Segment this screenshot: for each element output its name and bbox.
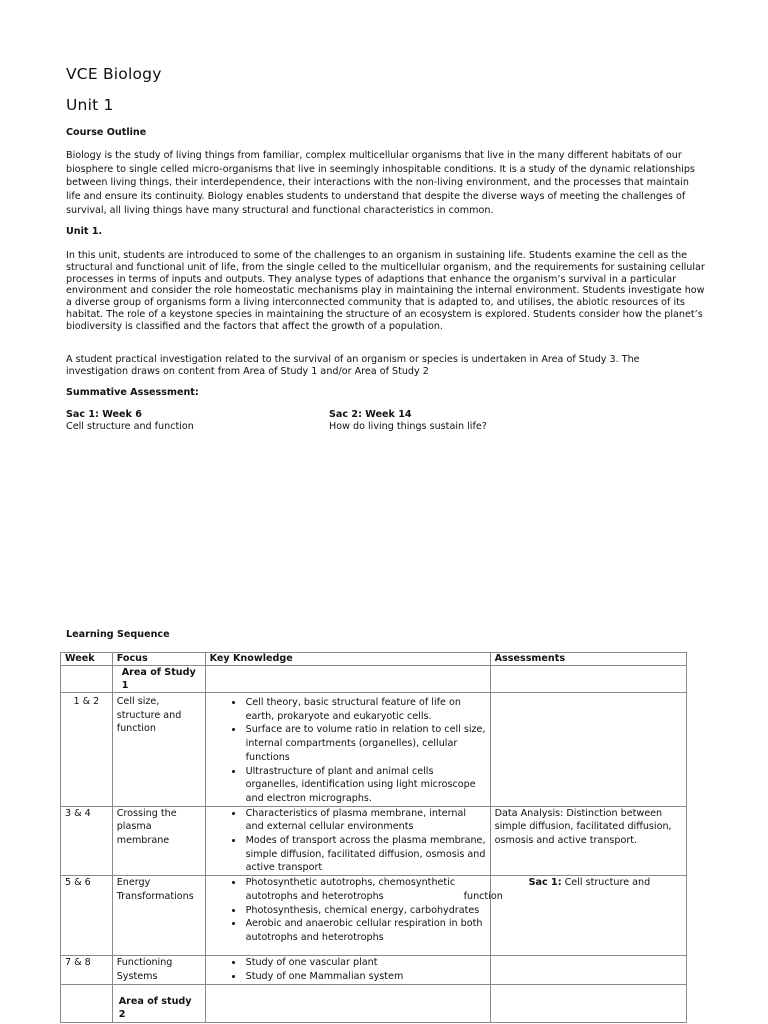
week-cell: 5 & 6 [61,876,113,956]
assessment-cell [490,956,686,984]
unit1-text: In this unit, students are introduced to some of the challenges to an organism in sustaining life. Students examine the cell as the structural and functional unit of life, from the single celled to the multicellular organism, and the requirements for sustaining cellular processes in terms of inputs and outputs. They analyse types of adaptions that enhance the organism’s survival in a particular environment and consider the role homeostatic mechanisms play in maintaining the internal environment. Students investigate how a diverse group of organisms form a living interconnected community that is adapted to, and utilises, the abiotic resources of its habitat. The role of a keystone species in maintaining the structure of an ecosystem is explored. Students consider how the planet’s biodiversity is classified and the factors that affect the growth of a population. [66,250,705,332]
list-item: • Cell theory, basic structural feature of life on earth, prokaryote and eukaryotic cells. [244,696,486,723]
list-item: • Aerobic and anaerobic cellular respiration in both autotrophs and heterotrophs [244,917,486,944]
focus-cell: Cell size, structure and function [112,693,205,807]
table-row [61,666,687,693]
unit-title: Unit 1 [66,96,114,114]
week-cell: 1 & 2 [61,693,113,807]
table-row [61,693,687,807]
area-of-study-1: Area of Study 1 [112,666,205,693]
col-header-focus: Focus [112,653,205,666]
course-outline-heading: Course Outline [66,127,147,138]
sac2-desc: How do living things sustain life? [329,420,487,432]
sac1-block [66,409,194,432]
assessment-cell [490,876,686,956]
list-item: • Characteristics of plasma membrane, internal and external cellular environments [244,807,486,834]
sac1-text: Cell structure and [561,877,651,889]
course-outline-text: Biology is the study of living things from familiar, complex multicellular organisms that live in the many different habitats of our biosphere to single celled micro-organisms that live in seemingly inhospitable conditions. It is a study of the dynamic relationships between living things, their interdependence, their interactions with the non-living environment, and the processes that maintain life and ensure its continuity. Biology enables students to understand that despite the diverse ways of meeting the challenges of survival, all living things have many structural and functional characteristics in common. [66,150,695,216]
table-row [61,956,687,984]
assessment-cell: Data Analysis: Distinction between simple diffusion, facilitated diffusion, osmosis and active transport. [490,806,686,876]
assessment-cell [490,693,686,807]
assessment-heading: Summative Assessment: [66,387,199,398]
list-item: • Photosynthesis, chemical energy, carbohydrates [244,904,486,918]
sac1-desc: Cell structure and function [66,420,194,432]
learning-sequence-table [60,652,687,1023]
learning-sequence-heading: Learning Sequence [66,629,170,640]
sac1-label: Sac 1: [528,877,562,889]
list-item: • Modes of transport across the plasma membrane, simple diffusion, facilitated diffusion, osmosis and active transport [244,834,486,875]
table-row [61,984,687,1022]
sac2-title: Sac 2: Week 14 [329,409,412,420]
unit1-heading: Unit 1. [66,226,103,237]
focus-cell: Crossing the plasma membrane [112,806,205,876]
table-row [61,806,687,876]
sac2-block [329,409,487,432]
focus-cell: Energy Transformations [112,876,205,956]
knowledge-cell [205,956,490,984]
assessment-overflow-text: function [463,891,503,903]
list-item: • Study of one Mammalian system [244,970,486,984]
practical-text: A student practical investigation related to the survival of an organism or species is undertaken in Area of Study 3. The investigation draws on content from Area of Study 1 and/or Area of Study 2 [66,354,640,377]
list-item: • Study of one vascular plant [244,956,486,970]
sac1-title: Sac 1: Week 6 [66,409,142,420]
week-cell: 3 & 4 [61,806,113,876]
list-item: • Surface are to volume ratio in relation to cell size, internal compartments (organelles), cellular functions [244,723,486,764]
knowledge-cell [205,876,503,956]
focus-cell: Functioning Systems [112,956,205,984]
col-header-assessments: Assessments [490,653,686,666]
document-title: VCE Biology [66,65,162,83]
knowledge-cell [205,693,490,807]
table-header-row [61,653,687,666]
list-item: • Photosynthetic autotrophs, chemosynthetic autotrophs and heterotrophs [244,876,486,903]
week-cell: 7 & 8 [61,956,113,984]
area-of-study-2: Area of study 2 [112,984,205,1022]
knowledge-cell [205,806,490,876]
list-item: • Ultrastructure of plant and animal cells organelles, identification using light microscope and electron micrographs. [244,765,486,806]
col-header-week: Week [61,653,113,666]
table-row [61,876,687,956]
col-header-knowledge: Key Knowledge [205,653,490,666]
